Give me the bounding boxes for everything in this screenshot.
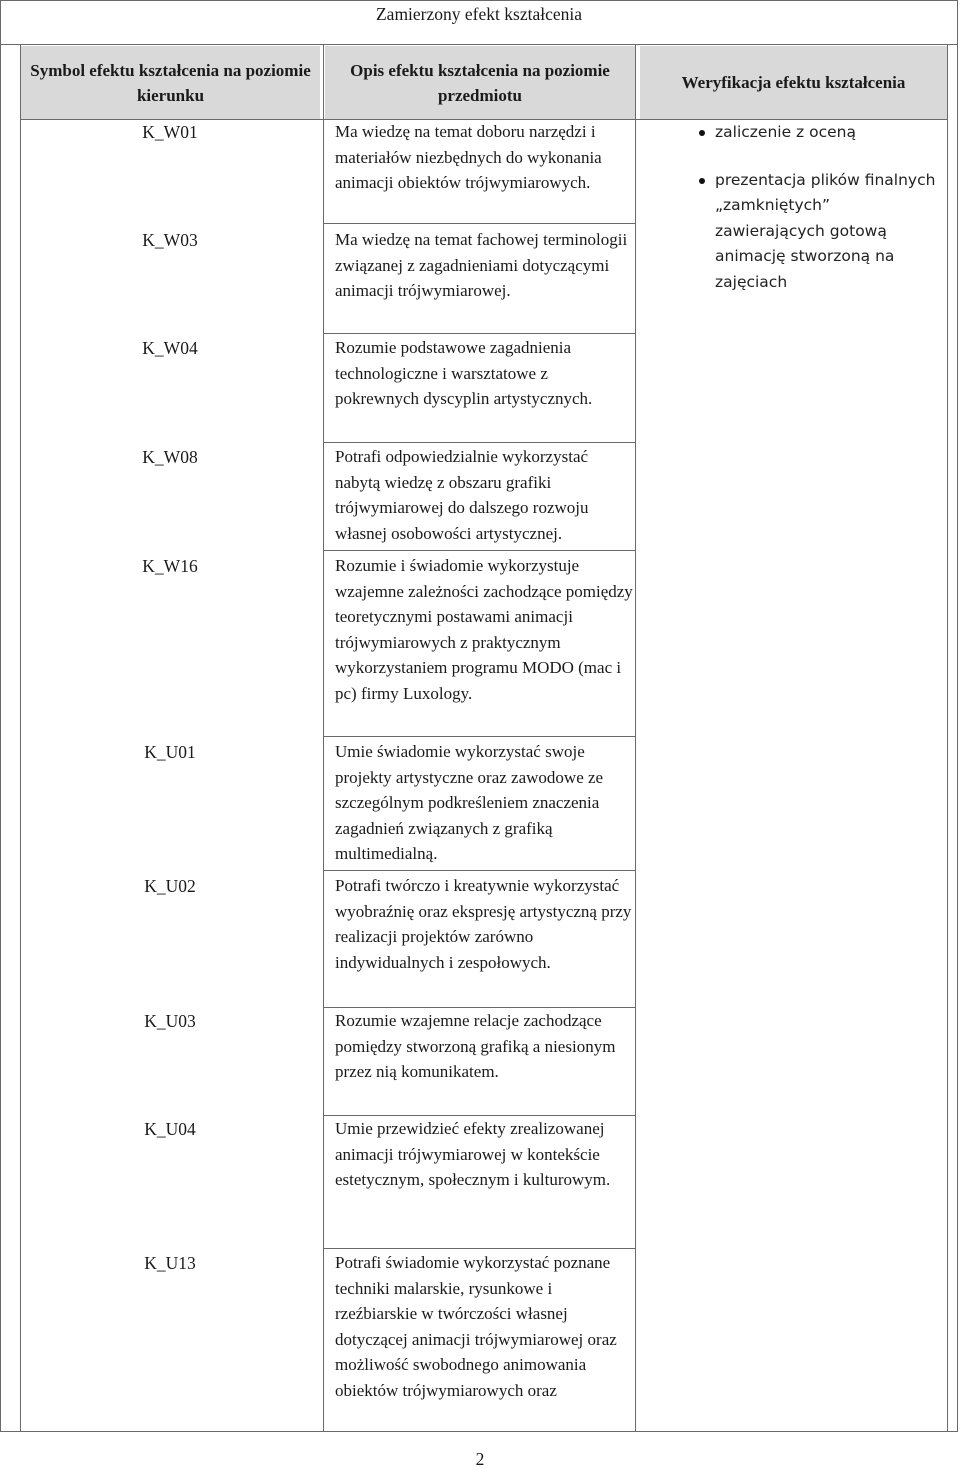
symbol-cell: K_U03 [144,1011,196,1031]
verification-item-text: zaliczenie z oceną [715,123,856,141]
verification-list-item [677,168,939,296]
row-divider [323,1248,636,1249]
row-divider [323,870,636,871]
divider-symbol-desc [323,45,324,1431]
symbol-cell: K_U02 [144,876,196,896]
divider-desc-verif [635,45,636,1431]
symbol-cell: K_U13 [144,1253,196,1273]
symbol-cell: K_W16 [142,556,198,576]
row-divider [323,550,636,551]
symbol-cell: K_W04 [142,338,198,358]
divider-left [20,45,21,1431]
description-cell: Potrafi twórczo i kreatywnie wykorzystać wyobraźnię oraz ekspresję artystyczną przy realizacji projektów zarówno indywidualnych i zespołowych. [335,876,632,972]
verification-item-text: prezentacja plików finalnych „zamkniętych” zawierających gotową animację stworzoną na zajęciach [715,170,936,291]
description-cell: Umie przewidzieć efekty zrealizowanej animacji trójwymiarowej w kontekście estetycznym, społecznym i kulturowym. [335,1119,611,1189]
row-divider [323,333,636,334]
description-cell: Potrafi świadomie wykorzystać poznane techniki malarskie, rysunkowe i rzeźbiarskie w twórczości własnej dotyczącej animacji trójwymiarowej oraz możliwość swobodnego animowania obiektów trójwymiarowych oraz [335,1253,617,1400]
description-cell: Ma wiedzę na temat doboru narzędzi i materiałów niezbędnych do wykonania animacji obiektów trójwymiarowych. [335,122,602,192]
description-cell: Potrafi odpowiedzialnie wykorzystać nabytą wiedzę z obszaru grafiki trójwymiarowej do dalszego rozwoju własnej osobowości artystycznej. [335,447,589,543]
header-verification: Weryfikacja efektu kształcenia [640,46,947,119]
description-cell: Ma wiedzę na temat fachowej terminologii związanej z zagadnieniami dotyczącymi animacji trójwymiarowej. [335,230,628,300]
description-cell: Rozumie wzajemne relacje zachodzące pomiędzy stworzoną grafiką a niesionym przez nią komunikatem. [335,1011,616,1081]
row-divider [323,442,636,443]
description-cell: Rozumie podstawowe zagadnienia technologiczne i warsztatowe z pokrewnych dyscyplin artystycznych. [335,338,593,408]
row-divider [323,223,636,224]
bullet-icon [699,178,705,184]
table-title: Zamierzony efekt kształcenia [1,1,957,45]
symbol-cell: K_U01 [144,742,196,762]
divider-right [947,45,948,1431]
verification-list-item [677,120,939,146]
verification-cell [677,120,939,295]
symbol-cell: K_W08 [142,447,198,467]
header-symbol: Symbol efektu kształcenia na poziomie kierunku [21,46,320,119]
symbol-cell: K_U04 [144,1119,196,1139]
page-number: 2 [475,1449,485,1469]
row-divider [323,736,636,737]
description-cell: Rozumie i świadomie wykorzystuje wzajemne zależności zachodzące pomiędzy teoretycznymi postawami animacji trójwymiarowych z praktycznym wykorzystaniem programu MODO (mac i pc) firmy Luxology. [335,556,633,703]
header-description: Opis efektu kształcenia na poziomie przedmiotu [325,46,635,119]
bullet-icon [699,130,705,136]
symbol-cell: K_W01 [142,122,198,142]
symbol-cell: K_W03 [142,230,198,250]
description-cell: Umie świadomie wykorzystać swoje projekty artystyczne oraz zawodowe ze szczególnym podkreśleniem znaczenia zagadnień związanych z grafiką multimedialną. [335,742,604,863]
